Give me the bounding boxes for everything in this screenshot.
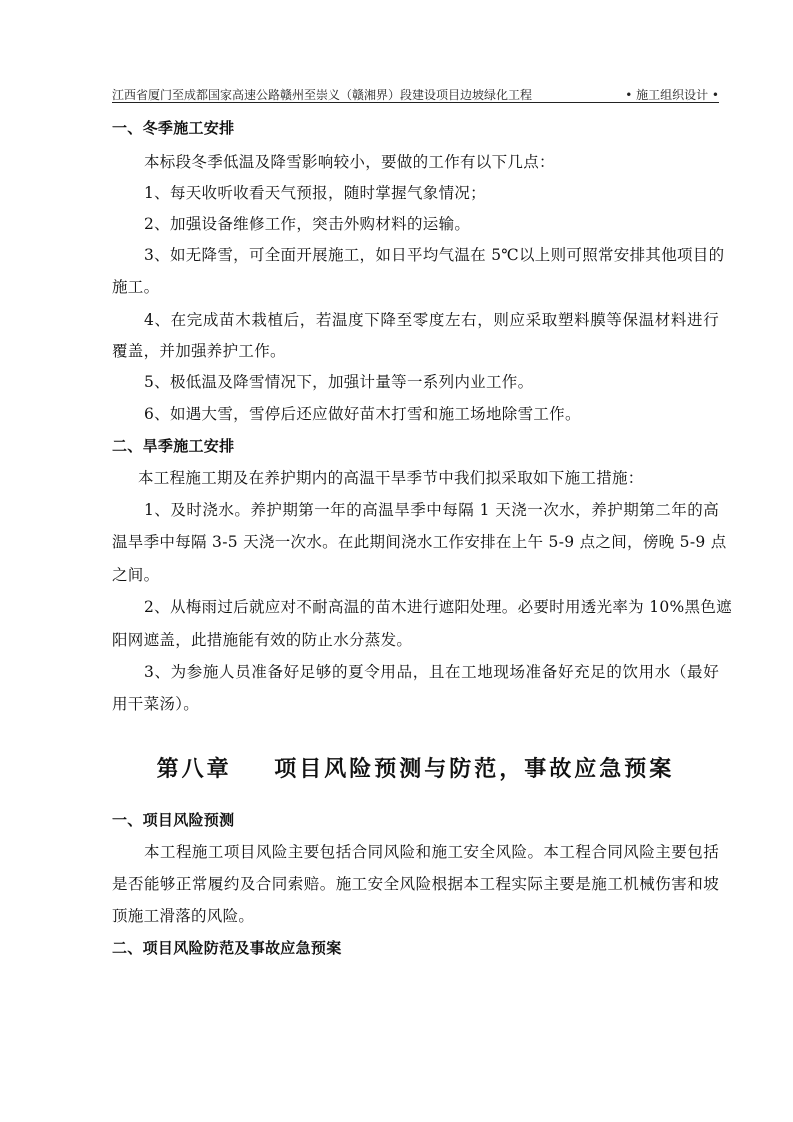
- list-item-drought-3-line2: 用干菜汤）。: [112, 695, 200, 713]
- list-item-winter-3-line2: 施工。: [112, 278, 160, 296]
- list-item-winter-2: 2、加强设备维修工作，突击外购材料的运输。: [144, 215, 471, 233]
- page-header: [112, 78, 719, 104]
- paragraph-risk-line3: 顶施工滑落的风险。: [112, 907, 255, 925]
- list-item-drought-2-line1: 2、从梅雨过后就应对不耐高温的苗木进行遮阳处理。必要时用透光率为 10%黑色遮: [144, 598, 732, 616]
- paragraph-winter-intro: 本标段冬季低温及降雪影响较小，要做的工作有以下几点：: [144, 153, 555, 171]
- paragraph-risk-line2: 是否能够正常履约及合同索赔。施工安全风险根据本工程实际主要是施工机械伤害和坡: [112, 875, 719, 893]
- section-heading-prevention: 二、项目风险防范及事故应急预案: [112, 939, 342, 957]
- list-item-winter-6: 6、如遇大雪，雪停后还应做好苗木打雪和施工场地除雪工作。: [144, 405, 581, 423]
- section-heading-drought: 二、旱季施工安排: [112, 437, 235, 455]
- list-item-drought-1-line3: 之间。: [112, 566, 160, 584]
- list-item-winter-4-line1: 4、在完成苗木栽植后，若温度下降至零度左右，则应采取塑料膜等保温材料进行: [144, 311, 719, 329]
- list-item-drought-2-line2: 阳网遮盖，此措施能有效的防止水分蒸发。: [112, 631, 413, 649]
- header-project-title: 江西省厦门至成都国家高速公路赣州至崇义（赣湘界）段建设项目边坡绿化工程: [112, 88, 533, 102]
- header-document-type: • 施工组织设计 •: [625, 88, 719, 102]
- chapter-title: 第八章 项目风险预测与防范，事故应急预案: [156, 757, 675, 782]
- header-divider: [112, 102, 719, 103]
- section-heading-risk: 一、项目风险预测: [112, 811, 235, 829]
- list-item-winter-1: 1、每天收听收看天气预报，随时掌握气象情况；: [144, 184, 486, 202]
- section-heading-winter: 一、冬季施工安排: [112, 119, 235, 137]
- list-item-winter-4-line2: 覆盖，并加强养护工作。: [112, 342, 286, 360]
- list-item-drought-1-line2: 温旱季中每隔 3-5 天浇一次水。在此期间浇水工作安排在上午 5-9 点之间，傍晚 5-9 点: [112, 533, 727, 551]
- paragraph-risk-line1: 本工程施工项目风险主要包括合同风险和施工安全风险。本工程合同风险主要包括: [144, 843, 719, 861]
- list-item-winter-3-line1: 3、如无降雪，可全面开展施工，如日平均气温在 5℃以上则可照常安排其他项目的: [144, 246, 725, 264]
- list-item-drought-3-line1: 3、为参施人员准备好足够的夏令用品，且在工地现场准备好充足的饮用水（最好: [144, 663, 719, 681]
- list-item-winter-5: 5、极低温及降雪情况下，加强计量等一系列内业工作。: [144, 373, 534, 391]
- list-item-drought-1-line1: 1、及时浇水。养护期第一年的高温旱季中每隔 1 天浇一次水，养护期第二年的高: [144, 501, 719, 519]
- paragraph-drought-intro: 本工程施工期及在养护期内的高温干旱季节中我们拟采取如下施工措施：: [138, 469, 644, 487]
